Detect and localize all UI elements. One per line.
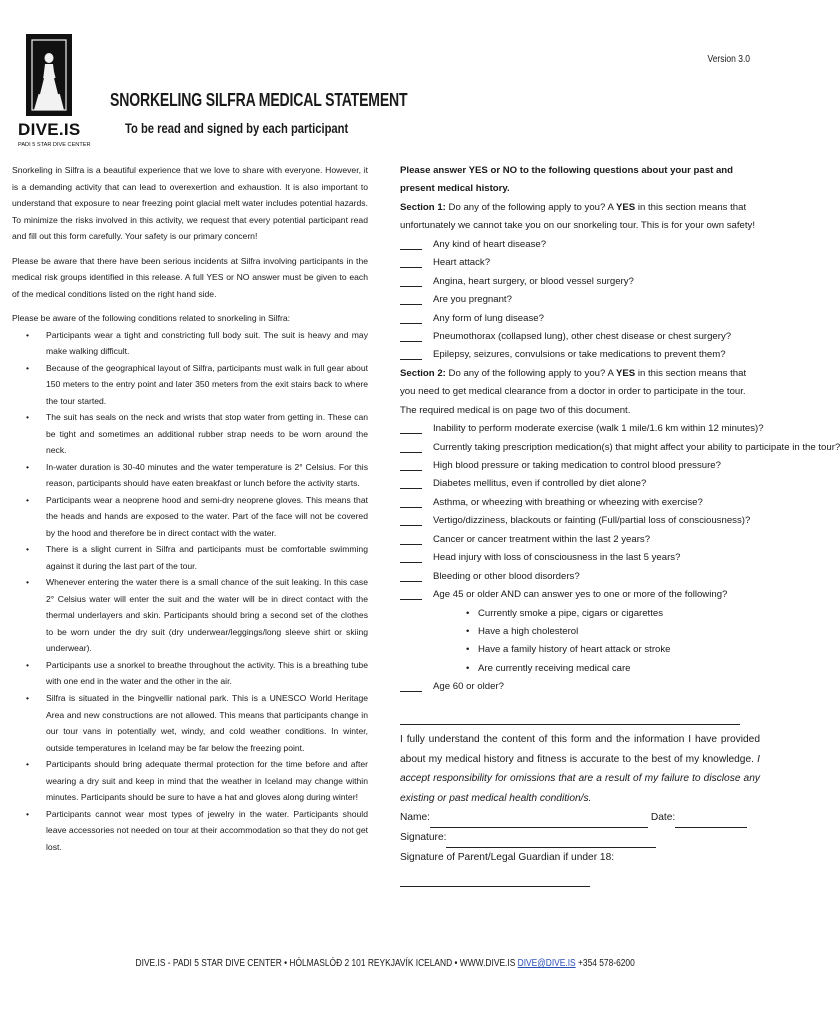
declaration-text-b: I accept responsibility for omissions that are a result of my failure to disclose any existing or past medical health condition/s.: [400, 753, 760, 804]
declaration-text-a: I fully understand the content of this form and the information I have provided about my medical history and fitness is accurate to the best of my knowledge.: [400, 734, 760, 765]
section-2-text-a: Do any of the following apply to you? A: [445, 367, 616, 379]
right-column: [400, 162, 840, 697]
section-1-yes: YES: [616, 201, 636, 213]
age-45-sub-list: [400, 605, 760, 679]
answer-blank[interactable]: [400, 267, 422, 268]
question-text: Are you pregnant?: [433, 294, 512, 306]
question-text: Angina, heart surgery, or blood vessel surgery?: [433, 275, 634, 287]
condition-item: • Participants wear a neoprene hood and semi-dry neoprene gloves. This means that the heads and hands are exposed to the water. Part of the face will not be covered by the hood and therefore be in direct contact with the water.: [46, 492, 368, 542]
answer-blank[interactable]: [400, 562, 422, 563]
declaration-text: [400, 730, 760, 808]
question-text: Any kind of heart disease?: [433, 238, 547, 250]
question-row: [400, 512, 760, 530]
section-1-text-b: in this section means that unfortunately we cannot take you on our snorkeling tour. This is for your own safety!: [400, 201, 755, 232]
section-1-questions: [400, 236, 760, 365]
footer-email-link[interactable]: DIVE@DIVE.IS: [517, 958, 576, 969]
question-row: [400, 310, 760, 328]
sub-item: • Are currently receiving medical care: [478, 660, 760, 678]
question-row: [400, 254, 760, 272]
section-1-label: Section 1:: [400, 201, 446, 213]
left-column: [12, 162, 368, 855]
name-label: Name:: [400, 812, 431, 824]
answer-blank[interactable]: [400, 507, 422, 508]
version-label: Version 3.0: [707, 54, 750, 65]
question-row: [400, 420, 764, 438]
question-text: Pneumothorax (collapsed lung), other chest disease or chest surgery?: [433, 330, 732, 342]
question-text: Head injury with loss of consciousness in the last 5 years?: [433, 552, 681, 564]
answer-blank[interactable]: [400, 359, 422, 360]
question-row: [400, 586, 760, 604]
answer-blank[interactable]: [400, 470, 422, 471]
condition-item: • Silfra is situated in the Þingvellir national park. This is a UNESCO World Heritage Area and new constructions are not allowed. This means that participants change in our tour vans in potentially wet, windy, and cold weather conditions. In winter, outside temperatures in Iceland may be far below the freezing point.: [46, 690, 368, 756]
conditions-list: [12, 327, 368, 856]
condition-item: • Participants cannot wear most types of jewelry in the water. Participants should leave accessories not needed on tour at their accommodation so that they do not get lost.: [46, 806, 368, 856]
intro-paragraph: Snorkeling in Silfra is a beautiful experience that we love to share with everyone. However, it is a demanding activity that can lead to overexertion and exhaustion. It is also important to understand that exposure to near freezing point glacial melt water includes potential hazards. To minimize the risks involved in this activity, we request that every potential participant read and fill out this form carefully. Your safety is our primary concern!: [12, 165, 368, 242]
question-row: [400, 291, 760, 309]
question-row: [400, 531, 760, 549]
question-text: Diabetes mellitus, even if controlled by diet alone?: [433, 478, 647, 490]
condition-item: • There is a slight current in Silfra and participants must be comfortable swimming against it during the last part of the tour.: [46, 541, 368, 574]
question-text: Any form of lung disease?: [433, 312, 544, 324]
answer-blank[interactable]: [400, 599, 422, 600]
answer-blank[interactable]: [400, 581, 422, 582]
question-text: High blood pressure or taking medication to control blood pressure?: [433, 460, 721, 471]
guardian-signature-field[interactable]: [400, 886, 590, 887]
page-footer: [0, 958, 770, 969]
answer-blank[interactable]: [400, 304, 422, 305]
question-text: Age 60 or older?: [433, 681, 504, 693]
answer-blank[interactable]: [400, 452, 422, 453]
logo-wordmark: DIVE.IS: [18, 120, 81, 139]
section-2-intro: [400, 365, 760, 420]
section-1-intro: [400, 199, 760, 236]
footer-text-b: +354 578-6200: [575, 958, 635, 969]
page-subtitle: To be read and signed by each participant: [125, 120, 349, 136]
sub-item: • Currently smoke a pipe, cigars or cigarettes: [478, 605, 760, 623]
section-2-yes: YES: [616, 367, 636, 379]
sub-item: • Have a high cholesterol: [478, 623, 760, 641]
name-date-row: [400, 808, 760, 828]
signature-label: Signature:: [400, 831, 447, 843]
answer-instruction: Please answer YES or NO to the following questions about your past and present medical history.: [400, 165, 733, 195]
question-row: [400, 273, 760, 291]
answer-blank[interactable]: [400, 544, 422, 545]
date-label: Date:: [650, 812, 676, 824]
section-1-text-a: Do any of the following apply to you? A: [445, 201, 616, 213]
question-text: Cancer or cancer treatment within the last 2 years?: [433, 533, 651, 545]
question-row: [400, 549, 760, 567]
condition-item: • Participants wear a tight and constricting full body suit. The suit is heavy and may make walking difficult.: [46, 327, 368, 360]
diver-logo-icon: [26, 34, 72, 116]
answer-blank[interactable]: [400, 433, 422, 434]
logo-tagline: PADI 5 STAR DIVE CENTER: [18, 142, 91, 148]
sub-item: • Have a family history of heart attack or stroke: [478, 641, 760, 659]
answer-blank[interactable]: [400, 525, 422, 526]
question-text: Asthma, or wheezing with breathing or wheezing with exercise?: [433, 496, 703, 508]
question-text: Epilepsy, seizures, convulsions or take medications to prevent them?: [433, 349, 726, 361]
answer-blank[interactable]: [400, 249, 422, 250]
question-text: Inability to perform moderate exercise (walk 1 mile/1.6 km within 12 minutes)?: [433, 423, 764, 435]
answer-blank[interactable]: [400, 286, 422, 287]
question-text: Bleeding or other blood disorders?: [433, 570, 580, 582]
question-row: [400, 346, 760, 364]
condition-item: • Because of the geographical layout of Silfra, participants must walk in full gear about 150 meters to the entry point and later 350 meters from the exit stairs back to where the tour started.: [46, 360, 368, 410]
date-field[interactable]: [675, 827, 747, 828]
question-text: Currently taking prescription medication(s) that might affect your ability to participate in the tour?: [433, 441, 840, 453]
question-text: Vertigo/dizziness, blackouts or fainting (Full/partial loss of consciousness)?: [433, 515, 751, 527]
guardian-signature-label: Signature of Parent/Legal Guardian if under 18:: [400, 851, 615, 863]
section-2-label: Section 2:: [400, 367, 446, 379]
question-row: [400, 457, 760, 475]
section-2-text-b: in this section means that you need to get medical clearance from a doctor in order to participate in the tour. The required medical is on page two of this document.: [400, 367, 747, 416]
question-row: [400, 439, 840, 457]
answer-blank[interactable]: [400, 323, 422, 324]
condition-item: • Participants should bring adequate thermal protection for the time before and after wearing a dry suit and keep in mind that the weather in Iceland may change within minutes. Participants should be sure to have a hat and gloves along during winter!: [46, 756, 368, 806]
dive-is-logo: [18, 34, 91, 154]
declaration-block: [400, 730, 760, 887]
question-row: [400, 328, 760, 346]
answer-blank[interactable]: [400, 691, 422, 692]
incidents-paragraph: Please be aware that there have been serious incidents at Silfra involving participants in the medical risk groups identified in this release. A full YES or NO answer must be given to each of the medical conditions listed on the right hand side.: [12, 255, 368, 299]
section-2-questions: [400, 420, 840, 697]
condition-item: • The suit has seals on the neck and wrists that stop water from getting in. These can be tight and sometimes an additional rubber strap needs to be worn around the neck.: [46, 409, 368, 459]
question-row: [400, 475, 760, 493]
condition-item: • Whenever entering the water there is a small chance of the suit leaking. In this case 2° Celsius water will enter the suit and the water will be in direct contact with the thermal underlayers and skin. Participants should bring a second set of the clothes to be worn under the dry suit (dry underwear/leggings/long sleeve shirt or skiing underwear).: [46, 574, 368, 657]
answer-blank[interactable]: [400, 341, 422, 342]
page-title: SNORKELING SILFRA MEDICAL STATEMENT: [110, 90, 408, 110]
condition-item: • In-water duration is 30-40 minutes and the water temperature is 2° Celsius. For this reason, participants should have eaten breakfast or lunch before the activity starts.: [46, 459, 368, 492]
footer-text-a: DIVE.IS - PADI 5 STAR DIVE CENTER • HÓLMASLÓÐ 2 101 REYKJAVÍK ICELAND • WWW.DIVE.IS: [135, 958, 518, 969]
question-text: Age 45 or older AND can answer yes to one or more of the following?: [433, 589, 728, 601]
question-row: [400, 494, 760, 512]
answer-blank[interactable]: [400, 488, 422, 489]
divider-line: [400, 724, 740, 725]
signature-row: [400, 828, 760, 848]
question-row: [400, 236, 760, 254]
guardian-signature-row: [400, 848, 760, 887]
conditions-intro: Please be aware of the following conditions related to snorkeling in Silfra:: [12, 313, 291, 324]
question-text: Heart attack?: [433, 257, 491, 269]
question-row: [400, 678, 760, 696]
condition-item: • Participants use a snorkel to breathe throughout the activity. This is a breathing tube with one end in the water and the other in the air.: [46, 657, 368, 690]
question-row: [400, 568, 760, 586]
